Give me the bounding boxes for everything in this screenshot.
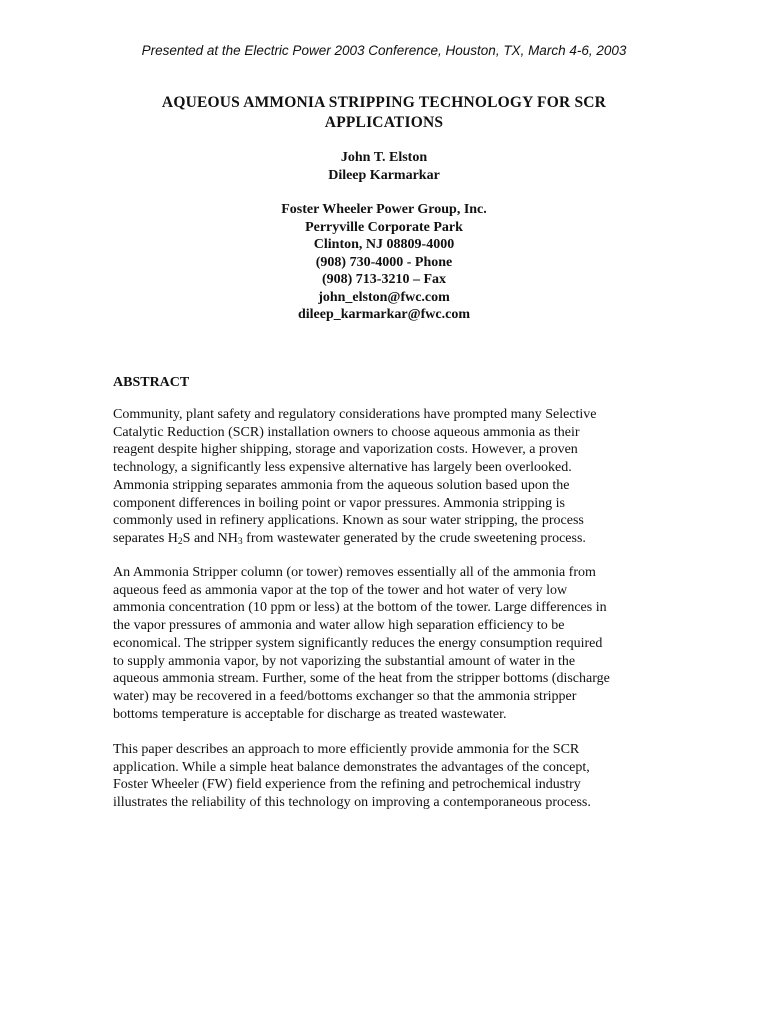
text-line: An Ammonia Stripper column (or tower) removes essentially all of the ammonia from — [113, 565, 596, 580]
text-line: application. While a simple heat balance demonstrates the advantages of the concept, — [113, 759, 590, 775]
abstract-paragraph-1 — [113, 406, 673, 548]
abstract-paragraph-3 — [113, 741, 673, 812]
text-line: aqueous ammonia stream. Further, some of the heat from the stripper bottoms (discharge — [113, 671, 610, 687]
author-list — [0, 149, 768, 185]
title-line: APPLICATIONS — [324, 114, 444, 131]
text-line: commonly used in refinery applications. Known as sour water stripping, the process — [113, 513, 584, 529]
email-line: john_elston@fwc.com — [318, 289, 450, 305]
text-span: S and NH — [182, 530, 238, 546]
author-name: John T. Elston — [340, 150, 428, 165]
text-line: ammonia concentration (10 ppm or less) at the bottom of the tower. Large differences in — [113, 600, 607, 616]
text-line: Foster Wheeler (FW) field experience from the refining and petrochemical industry — [113, 777, 581, 793]
text-line: to supply ammonia vapor, by not vaporizing the substantial amount of water in the — [113, 653, 576, 669]
text-line: technology, a significantly less expensive alternative has largely been overlooked. — [113, 460, 572, 476]
text-line: aqueous feed as ammonia vapor at the top of the tower and hot water of very low — [113, 582, 568, 598]
text-line: Ammonia stripping separates ammonia from the aqueous solution based upon the — [113, 477, 570, 493]
subscript: 3 — [237, 536, 243, 547]
title-line: AQUEOUS AMMONIA STRIPPING TECHNOLOGY FOR SCR — [161, 94, 607, 111]
affiliation-line: Clinton, NJ 08809-4000 — [313, 237, 455, 252]
subscript: 2 — [177, 536, 183, 547]
text-line: reagent despite higher shipping, storage and vaporization costs. However, a proven — [113, 442, 578, 458]
abstract-paragraph-2 — [113, 564, 673, 723]
affiliation-line: Foster Wheeler Power Group, Inc. — [281, 202, 487, 217]
text-span: from wastewater generated by the crude sweetening process. — [242, 530, 586, 546]
text-line — [113, 530, 673, 548]
email-line: dileep_karmarkar@fwc.com — [297, 307, 471, 322]
text-line: economical. The stripper system significantly reduces the energy consumption required — [113, 635, 603, 651]
paper-title — [0, 93, 768, 133]
text-line: Community, plant safety and regulatory considerations have prompted many Selective — [113, 407, 597, 422]
affiliation-block — [0, 201, 768, 324]
abstract-heading: ABSTRACT — [113, 375, 190, 390]
phone-line: (908) 730-4000 - Phone — [315, 254, 453, 270]
text-line: water) may be recovered in a feed/bottoms exchanger so that the ammonia stripper — [113, 688, 577, 704]
text-line: This paper describes an approach to more efficiently provide ammonia for the SCR — [113, 742, 580, 757]
text-line: illustrates the reliability of this technology on improving a contemporaneous process. — [113, 795, 591, 811]
text-span: separates H — [113, 530, 178, 546]
author-name: Dileep Karmarkar — [328, 168, 440, 183]
fax-line: (908) 713-3210 – Fax — [321, 272, 447, 287]
affiliation-line: Perryville Corporate Park — [305, 219, 463, 235]
text-line: Catalytic Reduction (SCR) installation owners to choose aqueous ammonia as their — [113, 424, 580, 440]
conference-note: Presented at the Electric Power 2003 Conference, Houston, TX, March 4-6, 2003 — [141, 43, 627, 58]
text-line: the vapor pressures of ammonia and water allow high separation efficiency to be — [113, 618, 565, 634]
text-line: bottoms temperature is acceptable for discharge as treated wastewater. — [113, 706, 507, 722]
text-line: component differences in boiling point or vapor pressures. Ammonia stripping is — [113, 495, 565, 511]
